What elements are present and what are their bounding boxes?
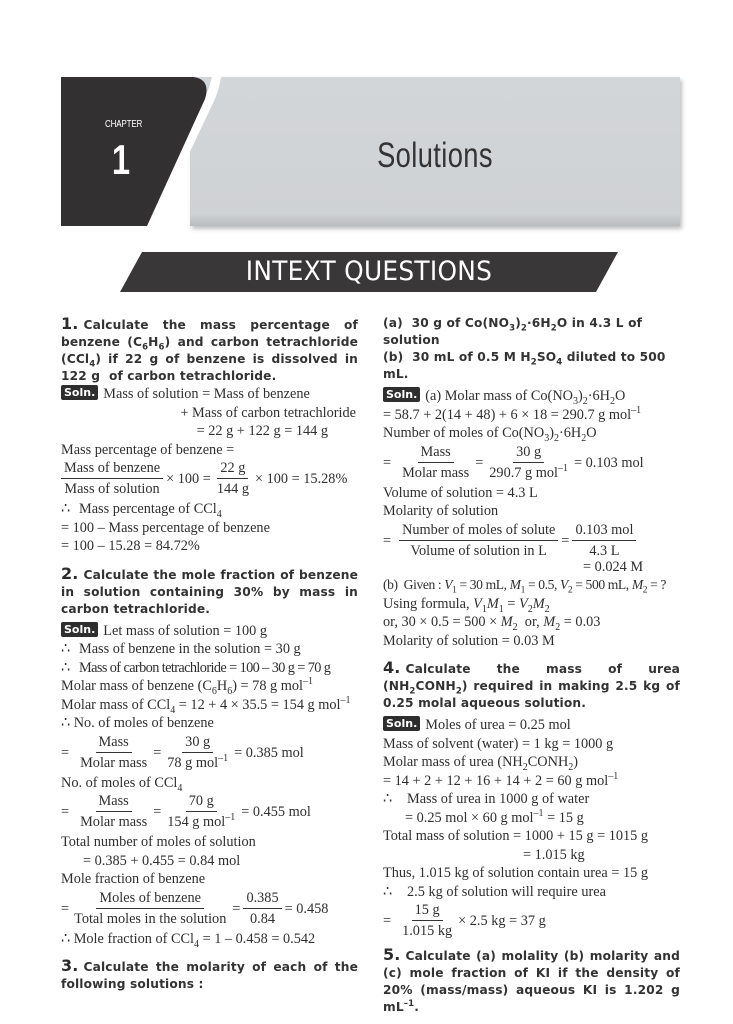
solution-line: [61, 385, 358, 404]
line-text: = 0.25 mol × 60 g mol: [405, 809, 534, 826]
result: × 2.5 kg = 37 g: [458, 913, 546, 929]
right-column: [383, 315, 680, 1016]
superscript: –1: [225, 812, 236, 824]
solution-line: = 100 – 15.28 = 84.72%: [61, 538, 200, 554]
result: = 0.103 mol: [573, 454, 644, 471]
superscript: –1: [218, 752, 229, 764]
therefore-symbol: ∴: [61, 715, 71, 731]
solution-line: Total number of moles of solution: [61, 834, 256, 850]
den-text: 154 g mol: [167, 814, 226, 830]
solution-line: [61, 714, 358, 733]
question-text: Calculate (a) molality (b) molarity and (c) mole fraction of KI if the density of 20% (mass/mass) aqueous KI is 1.202 g $mL^{-1}$.: [383, 949, 680, 1014]
solution-line: Mass percentage of benzene =: [61, 441, 235, 458]
question-text: Calculate the molarity of each of the following solutions :: [61, 960, 358, 991]
line-text: Let mass of solution = 100 g: [103, 622, 267, 639]
question-5: [383, 946, 680, 1016]
numerator: Mass: [96, 733, 132, 753]
soln-badge: Soln.: [61, 385, 98, 400]
subscript: 4: [194, 938, 199, 950]
question-2: [61, 565, 358, 618]
numerator: 70 g: [186, 792, 217, 812]
fraction: [164, 733, 231, 774]
fraction-row: [383, 901, 680, 942]
chapter-number-panel: [61, 77, 221, 226]
solution-line: = 22 g + 122 g = 144 g: [196, 423, 328, 439]
line-text: Mass of solution = Mass of benzene: [103, 386, 310, 402]
operator: =: [61, 900, 70, 917]
fraction: [572, 521, 636, 562]
superscript: –1: [533, 807, 544, 819]
section-banner: [120, 252, 618, 292]
solution-line: [61, 696, 358, 715]
chapter-title: Solutions: [377, 136, 493, 175]
line-text: = 15 g: [543, 809, 584, 826]
numerator: 30 g: [182, 733, 213, 753]
numerator: 15 g: [412, 901, 443, 921]
den-text: 78 g mol: [167, 754, 219, 771]
question-number: 3.: [61, 956, 79, 975]
numerator: Mass: [96, 792, 132, 812]
denominator: Mass of solution: [64, 481, 160, 497]
fraction: [164, 792, 238, 833]
line-text: Mass percentage of CCl: [79, 501, 217, 517]
denominator: 1.015 kg: [402, 923, 453, 939]
question-text: Calculate the mass of urea $(NH_2CONH_2)$ required in making 2.5 kg of 0.25 molal aqueous solution.: [383, 662, 680, 710]
solution-line: = 100 – Mass percentage of benzene: [61, 519, 270, 536]
solution-line: or, $30 \times 0.5 = 500 \times M_2$ or, $M_2 = 0.03$: [383, 614, 601, 633]
result: = 0.385 mol: [234, 744, 304, 761]
operator: =: [475, 454, 484, 471]
line-text: Mass of carbon tetrachloride = 100 – 30 g = 70 g: [79, 659, 331, 676]
fraction: [399, 521, 558, 562]
left-column: [61, 315, 358, 993]
therefore-symbol: ∴: [383, 883, 393, 900]
fraction: [77, 792, 150, 833]
solution-line: [383, 883, 680, 902]
line-text: = 12 + 4 × 35.5 = 154 g mol: [175, 696, 341, 713]
numerator: 0.103 mol: [572, 521, 636, 541]
question-text: Calculate the mole fraction of benzene in solution containing 30% by mass in carbon tetrachloride.: [61, 567, 358, 616]
line-text: Mass of benzene in the solution = 30 g: [79, 641, 301, 657]
fraction: [77, 733, 150, 774]
operator: =: [383, 454, 392, 471]
solution-line: [383, 387, 680, 406]
result: = 0.458: [284, 900, 329, 917]
operator: =: [61, 804, 70, 820]
section-title: INTEXT QUESTIONS: [245, 256, 493, 287]
solution-line: Molar mass of urea $(NH_2CONH_2)$: [383, 754, 579, 773]
numerator: Moles of benzene: [96, 889, 204, 909]
chapter-number: 1: [111, 136, 131, 183]
line-text: = 14 + 2 + 12 + 16 + 14 + 2 = 60 g mol: [383, 772, 609, 789]
solution-line: [383, 809, 680, 828]
fraction: [399, 443, 472, 484]
numerator: Mass: [418, 443, 454, 463]
denominator: [164, 753, 231, 774]
superscript: –1: [340, 694, 351, 706]
question-3-part-b: (b) 30 mL of 0.5 M $H_2SO_4$ diluted to 500 mL.: [383, 350, 666, 381]
solution-line: Volume of solution = 4.3 L: [383, 484, 538, 501]
operator: × 100 =: [166, 471, 211, 487]
superscript: –1: [631, 404, 642, 416]
superscript: –1: [608, 770, 619, 782]
operator: =: [232, 900, 241, 917]
solution-line: Molarity of solution = 0.03 M: [383, 632, 555, 649]
fraction-row: [61, 733, 358, 774]
question-number: 5.: [383, 945, 401, 964]
denominator: 144 g: [216, 481, 249, 497]
solution-line: [61, 640, 358, 659]
solution-line: = 0.385 + 0.455 = 0.84 mol: [83, 852, 241, 869]
line-text: = 58.7 + 2(14 + 48) + 6 × 18 = 290.7 g mol: [383, 406, 632, 423]
solution-line: [61, 659, 358, 678]
solution-line: [61, 622, 358, 641]
question-number: 2.: [61, 563, 79, 583]
solution-line: = 1.015 kg: [523, 846, 585, 863]
therefore-symbol: ∴: [383, 791, 393, 807]
therefore-symbol: ∴: [61, 641, 71, 657]
solution-line: Total mass of solution = 1000 + 15 g = 1015 g: [383, 828, 649, 844]
superscript: –1: [557, 462, 568, 474]
line-text: Molar mass of benzene (C: [61, 678, 212, 694]
denominator: Molar mass: [402, 464, 470, 481]
fraction: [61, 459, 163, 500]
subscript: 6: [227, 685, 233, 697]
subscript: 4: [170, 704, 176, 716]
line-text: H: [216, 678, 228, 694]
soln-badge: Soln.: [61, 622, 98, 637]
therefore-symbol: ∴: [61, 659, 70, 676]
numerator: 22 g: [217, 459, 248, 479]
question-3-part-a: (a) 30 g of $Co(NO_3)_2\cdot 6H_2O$ in 4.3 L of solution: [383, 316, 643, 347]
therefore-symbol: ∴: [61, 930, 71, 947]
fraction: [243, 889, 281, 930]
denominator: Molar mass: [80, 814, 148, 830]
solution-line: + Mass of carbon tetrachloride: [180, 404, 356, 421]
solution-line: Mole fraction of benzene: [61, 871, 206, 887]
line-text: Mass of urea in 1000 g of water: [407, 791, 590, 807]
question-3: [61, 957, 358, 993]
solution-line: [383, 716, 680, 735]
superscript: –1: [303, 676, 314, 688]
line-text: 2.5 kg of solution will require urea: [407, 883, 606, 900]
line-text: Moles of urea = 0.25 mol: [425, 717, 571, 733]
therefore-symbol: ∴: [61, 501, 71, 517]
fraction-row: [61, 459, 358, 500]
line-text: (a) Molar mass of $Co(NO_3)_2\cdot 6H_2O$: [425, 388, 626, 407]
den-text: 290.7 g mol: [489, 464, 558, 481]
line-text: Mole fraction of CCl: [73, 930, 194, 947]
soln-badge: Soln.: [383, 716, 420, 731]
operator: =: [153, 804, 162, 820]
solution-line: Using formula, $V_1M_1 = V_2M_2$: [383, 595, 550, 615]
subscript: 6: [211, 685, 217, 697]
solution-line: [383, 406, 680, 425]
fraction-row: [383, 443, 680, 484]
numerator: Mass of benzene: [61, 459, 163, 479]
operator: =: [153, 744, 162, 761]
solution-line: = 0.024 M: [583, 558, 644, 575]
result: = 0.455 mol: [241, 804, 311, 820]
solution-line: [61, 500, 358, 519]
question-1: [61, 315, 358, 385]
numerator: 0.385: [243, 889, 281, 909]
denominator: Volume of solution in L: [410, 542, 547, 559]
operator: =: [383, 532, 392, 549]
line-text: Molar mass of CCl: [61, 696, 171, 713]
fraction-row: [383, 521, 680, 562]
fraction-row: [61, 792, 358, 833]
solution-line: [61, 774, 358, 793]
line-text: = 1 – 0.458 = 0.542: [199, 930, 316, 947]
line-text: No. of moles of benzene: [73, 715, 214, 731]
operator: =: [383, 913, 392, 929]
fraction: [214, 459, 252, 500]
solution-line: Number of moles of $Co(NO_3)_2\cdot 6H_2O$: [383, 425, 597, 444]
question-text: Calculate the mass percentage of benzene $(C_6H_6)$ and carbon tetrachloride (CCl$_4$) if 22 g of benzene is dissolved in 122 g of carbon tetrachloride.: [61, 318, 358, 383]
denominator: [164, 812, 238, 833]
chapter-label: CHAPTER: [105, 119, 143, 130]
question-number: 1.: [61, 314, 79, 333]
solution-line: Molarity of solution: [383, 503, 499, 519]
line-text: ) = 78 g mol: [232, 678, 304, 694]
chapter-panel-shape: [61, 77, 221, 226]
solution-line: [61, 677, 358, 696]
solution-line: [383, 790, 680, 809]
denominator: Molar mass: [80, 754, 148, 771]
denominator: 0.84: [250, 910, 276, 927]
solution-line: Thus, 1.015 kg of solution contain urea = 15 g: [383, 865, 648, 881]
solution-line: [383, 772, 680, 791]
soln-badge: Soln.: [383, 387, 420, 402]
denominator: 4.3 L: [589, 542, 620, 559]
fraction: [71, 889, 229, 930]
fraction: [399, 901, 455, 942]
numerator: 30 g: [513, 443, 544, 463]
question-number: 4.: [383, 658, 401, 677]
operator: =: [61, 744, 70, 761]
result: × 100 = 15.28%: [254, 471, 348, 487]
denominator: Total moles in the solution: [74, 910, 227, 927]
subscript: 4: [216, 508, 222, 520]
subscript: 4: [177, 782, 183, 794]
line-text: No. of moles of CCl: [61, 774, 178, 791]
fraction-row: [61, 889, 358, 930]
operator: =: [561, 532, 570, 549]
denominator: [486, 463, 571, 484]
solution-line: [61, 930, 358, 949]
question-4: [383, 659, 680, 712]
solution-line: Mass of solvent (water) = 1 kg = 1000 g: [383, 735, 614, 752]
numerator: Number of moles of solute: [399, 521, 558, 541]
fraction: [486, 443, 571, 484]
solution-line: (b) Given : $V_1 = 30$ mL, $M_1 = 0.5$, $V_2 = 500$ mL, $M_2$ = ?: [383, 577, 667, 596]
